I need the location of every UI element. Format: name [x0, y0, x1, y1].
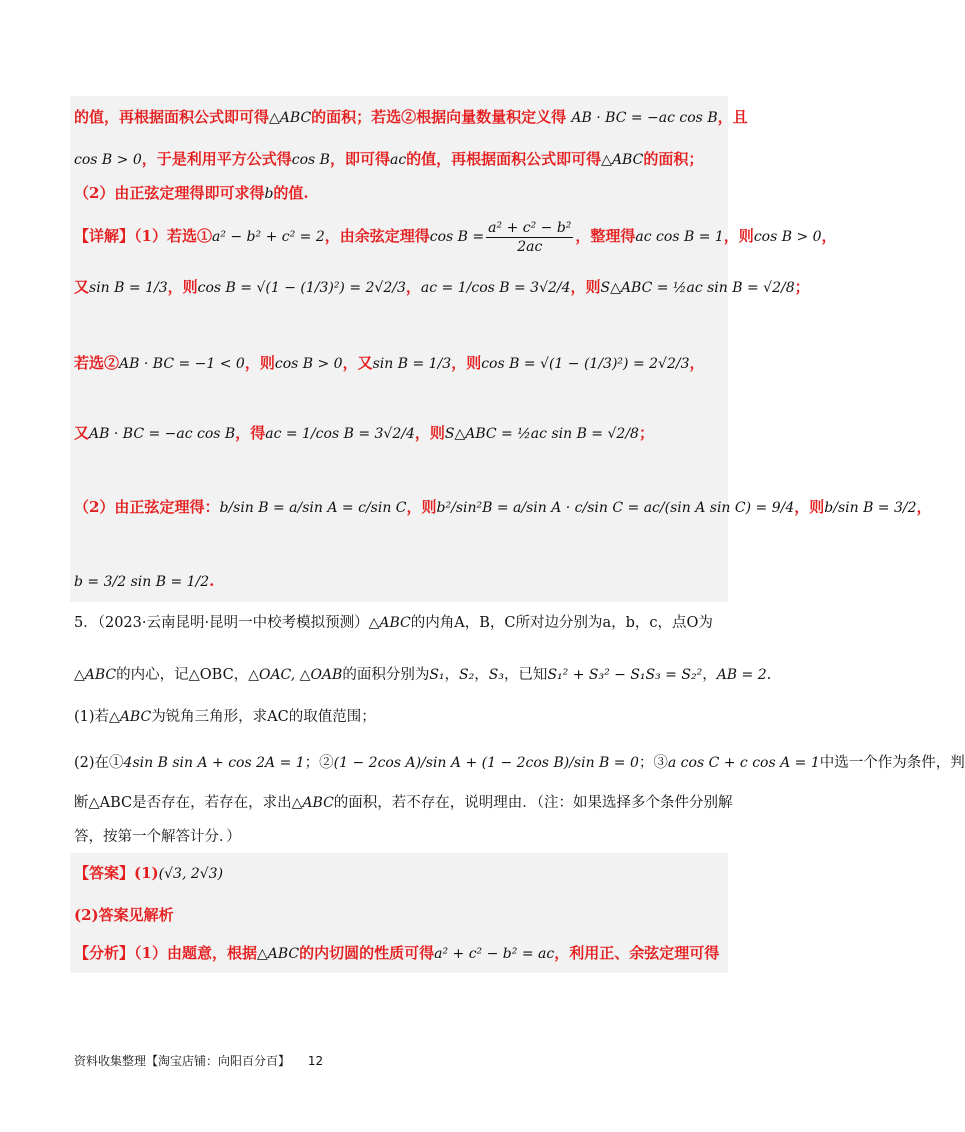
answer-line-2: (2)答案见解析: [74, 906, 174, 924]
q5-line-6: 答，按第一个解答计分．）: [74, 829, 241, 845]
q5-line-5: 断△ABC是否存在，若存在，求出△ABC的面积，若不存在，说明理由．（注：如果选择多个条件分别解: [74, 795, 733, 811]
detail-line-3: 若选②AB · BC = −1 < 0，则cos B > 0，又sin B = 1/3，则cos B = √(1 − (1/3)²) = 2√2/3，: [74, 354, 705, 372]
answer-tag: 【答案】: [74, 864, 135, 882]
answer-line-1: 【答案】(1)(√3, 2√3): [74, 864, 224, 882]
detail-line-2: 又sin B = 1/3，则cos B = √(1 − (1/3)²) = 2√2/3，ac = 1/cos B = 3√2/4，则S△ABC = ½ac sin B = √2/8；: [74, 278, 810, 296]
solution-band-top: [70, 96, 728, 602]
page-footer: [74, 1052, 323, 1069]
detail-line-6: b = 3/2 sin B = 1/2.: [74, 572, 215, 590]
q5-line-2: △ABC的内心，记△OBC，△OAC, △OAB的面积分别为S₁，S₂，S₃，已知S₁² + S₃² − S₁S₃ = S₂²，AB = 2.: [74, 667, 772, 683]
page-number: 12: [307, 1054, 324, 1068]
q5-line-1: 5．（2023·云南昆明·昆明一中校考模拟预测）△ABC的内角A，B，C所对边分别为a，b，c，点O为: [74, 615, 713, 631]
detail-line-4: 又AB · BC = −ac cos B，得ac = 1/cos B = 3√2/4，则S△ABC = ½ac sin B = √2/8；: [74, 424, 654, 442]
footer-source: 资料收集整理【淘宝店铺：向阳百分百】: [74, 1054, 291, 1068]
analysis-line-3: （2）由正弦定理得即可求得b的值.: [74, 184, 309, 202]
analysis-line-2: cos B > 0，于是利用平方公式得cos B，即可得ac的值，再根据面积公式即可得△ABC的面积；: [74, 150, 704, 168]
q5-line-3: (1)若△ABC为锐角三角形，求AC的取值范围；: [74, 709, 376, 725]
analysis-line-1: 的值，再根据面积公式即可得△ABC的面积；若选②根据向量数量积定义得 AB · BC = −ac cos B，且: [74, 108, 748, 126]
analysis-tag: 【分析】: [74, 944, 135, 962]
detail-line-5: （2）由正弦定理得：b/sin B = a/sin A = c/sin C，则b²/sin²B = a/sin A · c/sin C = ac/(sin A sin C) = 9/4，则b/sin B = 3/2，: [74, 498, 932, 516]
detail-line-1: 【详解】（1）若选①a² − b² + c² = 2，由余弦定理得cos B = $\frac{\text{a² + c² − b²}}{2ac}$ ，整理得ac cos B = 1，则cos B > 0，: [74, 219, 837, 255]
q5-line-4: (2)在①4sin B sin A + cos 2A = 1；②(1 − 2cos A)/sin A + (1 − 2cos B)/sin B = 0；③a cos C + c cos A = 1中选一个作为条件，判: [74, 755, 965, 771]
detail-tag: 【详解】: [74, 227, 135, 245]
analysis-line: 【分析】（1）由题意，根据△ABC的内切圆的性质可得a² + c² − b² = ac，利用正、余弦定理可得: [74, 944, 720, 962]
